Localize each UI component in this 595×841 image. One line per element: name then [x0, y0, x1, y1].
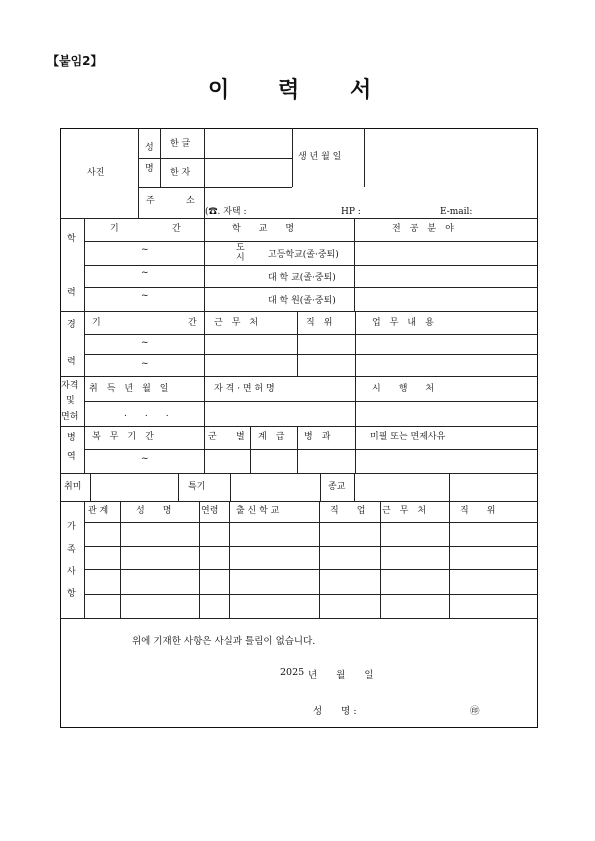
rule: [84, 546, 538, 547]
license-date-header: 취 득 년 월 일: [89, 384, 169, 394]
family-section-char: 족: [67, 545, 76, 555]
declaration-statement: 위에 기재한 사항은 사실과 틀림이 없습니다.: [132, 636, 316, 647]
career-tilde: ~: [141, 338, 149, 348]
military-period-header: 복 무 기 간: [92, 432, 154, 442]
education-period-b: 간: [172, 224, 181, 234]
military-branch-b: 별: [236, 432, 245, 442]
hobby-label: 취미: [64, 482, 82, 492]
rule: [204, 218, 205, 311]
career-position-header: 직 위: [306, 318, 333, 328]
family-col-age: 연령: [201, 506, 219, 516]
rule: [60, 376, 538, 377]
title-char-1: 이: [208, 78, 230, 103]
rule: [84, 287, 538, 288]
rule: [84, 354, 538, 355]
family-col-name: 성 명: [136, 506, 172, 516]
career-tilde: ~: [141, 359, 149, 369]
rule: [60, 501, 538, 502]
military-section-bottom: 역: [67, 452, 76, 462]
rule: [84, 218, 85, 473]
education-section-bottom: 력: [67, 288, 76, 298]
rule: [297, 311, 298, 376]
family-col-relation: 관 계: [88, 506, 109, 516]
rule: [229, 501, 230, 618]
rule: [84, 522, 538, 523]
family-col-occupation: 직 업: [330, 506, 366, 516]
rule: [84, 594, 538, 595]
contact-email-label: E-mail:: [440, 207, 473, 217]
rule: [355, 376, 356, 426]
religion-label: 종교: [328, 482, 346, 492]
rule: [138, 187, 292, 188]
license-section-1: 자격: [61, 381, 79, 391]
family-section-char: 사: [67, 567, 76, 577]
rule: [84, 401, 538, 402]
rule: [204, 128, 205, 218]
family-section-char: 항: [67, 589, 76, 599]
name-label-bottom: 명: [145, 164, 154, 174]
rule: [178, 473, 179, 501]
declaration-year: 2025: [280, 667, 305, 678]
seal-mark: ㊞: [470, 706, 480, 717]
education-row-university: 대 학 교(졸·중퇴): [268, 273, 336, 283]
rule: [292, 128, 293, 187]
rule: [84, 449, 538, 450]
license-date-dots: . . .: [124, 409, 169, 419]
rule: [84, 501, 85, 618]
family-col-workplace: 근 무 처: [382, 506, 427, 516]
rule: [60, 473, 538, 474]
family-col-school: 출 신 학 교: [236, 506, 280, 516]
name-label-top: 성: [145, 143, 154, 153]
rule: [199, 501, 200, 618]
region-label-top: 도: [236, 243, 245, 253]
region-label-bottom: 시: [236, 253, 245, 263]
birth-label: 생 년 월 일: [298, 152, 342, 162]
education-tilde: ~: [141, 268, 149, 278]
rule: [230, 473, 231, 501]
rule: [380, 501, 381, 618]
career-period-b: 간: [188, 318, 197, 328]
military-section-top: 병: [67, 433, 76, 443]
education-major-header: 전 공 분 야: [392, 224, 454, 234]
rule: [250, 426, 251, 473]
rule: [320, 473, 321, 501]
education-period-a: 기: [110, 224, 119, 234]
rule: [60, 618, 538, 619]
military-exemption-header: 미필 또는 면제사유: [370, 432, 446, 442]
declaration-date-suffix: 년 월 일: [308, 670, 374, 681]
rule: [449, 473, 450, 501]
career-duties-header: 업 무 내 용: [372, 318, 434, 328]
rule: [297, 426, 298, 473]
rule: [138, 128, 139, 218]
skill-label: 특기: [188, 482, 206, 492]
rule: [120, 501, 121, 618]
hangul-label: 한 글: [170, 139, 191, 149]
rule: [354, 218, 355, 311]
military-tilde: ~: [141, 454, 149, 464]
signature-label: 성 명 :: [313, 706, 357, 717]
contact-hp-label: HP :: [341, 207, 361, 217]
photo-label: 사진: [87, 168, 105, 178]
military-branch-a: 군: [208, 432, 217, 442]
career-section-bottom: 력: [67, 357, 76, 367]
education-tilde: ~: [141, 291, 149, 301]
contact-home-label: (☎. 자택 :: [205, 207, 247, 217]
license-name-header: 자 격 · 면 허 명: [214, 384, 275, 394]
hanja-label: 한 자: [170, 168, 191, 178]
career-workplace-header: 근 무 처: [214, 318, 259, 328]
attachment-label: 【붙임2】: [47, 54, 103, 68]
rule: [449, 501, 450, 618]
rule: [84, 265, 538, 266]
education-row-high-school: 고등학교(졸·중퇴): [268, 250, 339, 260]
rule: [355, 426, 356, 473]
family-section-char: 가: [67, 522, 76, 532]
education-section-top: 학: [67, 234, 76, 244]
rule: [84, 334, 538, 335]
title-char-2: 력: [278, 78, 300, 103]
rule: [160, 128, 161, 187]
military-rank-header: 계 급: [258, 432, 285, 442]
license-section-2: 및: [66, 396, 75, 406]
rule: [319, 501, 320, 618]
rule: [90, 473, 91, 501]
address-label-a: 주: [146, 196, 155, 206]
rule: [138, 158, 292, 159]
rule: [364, 128, 365, 187]
address-label-b: 소: [186, 196, 195, 206]
license-section-3: 면허: [61, 412, 79, 422]
rule: [355, 311, 356, 376]
rule: [84, 569, 538, 570]
rule: [60, 218, 538, 219]
title-char-3: 서: [350, 78, 372, 103]
rule: [84, 241, 538, 242]
military-specialty-header: 병 과: [304, 432, 331, 442]
career-section-top: 경: [67, 320, 76, 330]
career-period-a: 기: [92, 318, 101, 328]
education-school-header: 학 교 명: [232, 224, 295, 234]
rule: [60, 426, 538, 427]
rule: [204, 376, 205, 426]
rule: [204, 311, 205, 376]
rule: [204, 426, 205, 473]
family-col-position: 직 위: [460, 506, 496, 516]
rule: [60, 311, 538, 312]
education-tilde: ~: [141, 245, 149, 255]
rule: [354, 473, 355, 501]
education-row-graduate: 대 학 원(졸·중퇴): [268, 296, 336, 306]
license-issuer-header: 시 행 처: [372, 384, 435, 394]
